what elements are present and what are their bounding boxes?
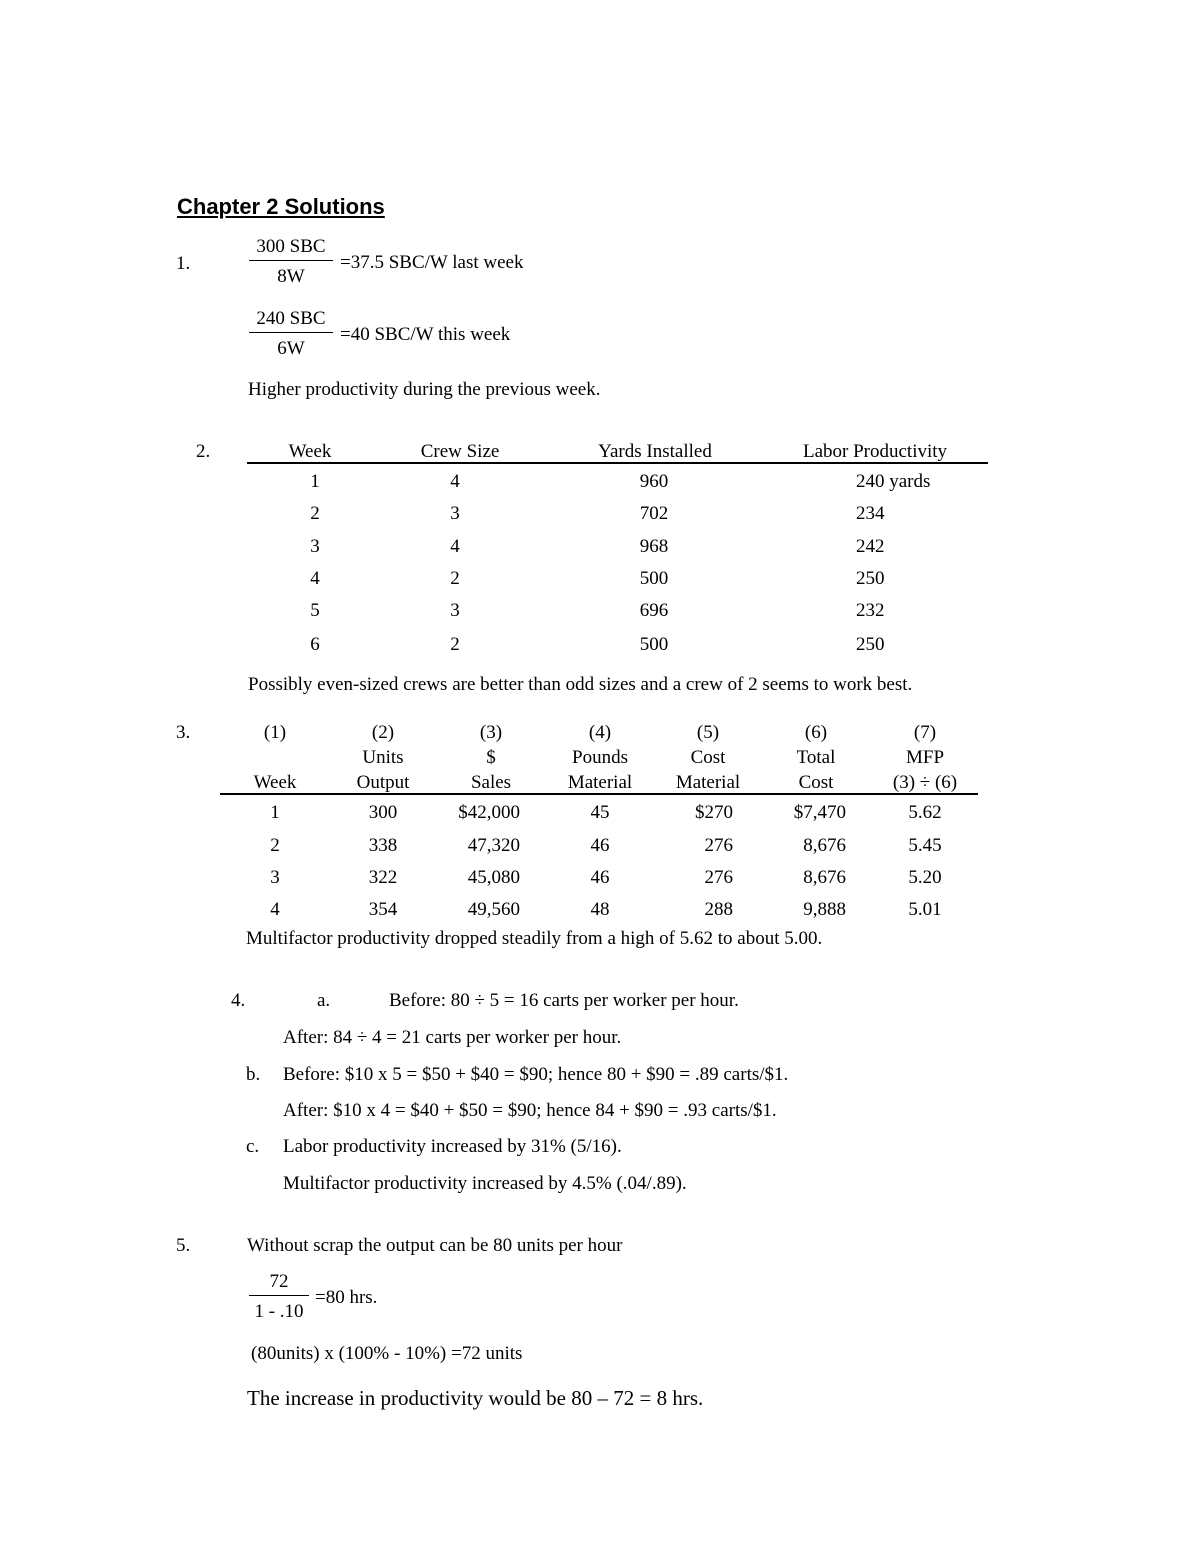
problem-5-number: 5. [176, 1235, 191, 1256]
table-cell: 2 [310, 503, 320, 524]
table-cell: 354 [368, 899, 398, 920]
page-title: Chapter 2 Solutions [177, 194, 385, 219]
table-cell: 4 [310, 568, 320, 589]
table-3-header: (3) [479, 722, 503, 743]
table-cell: 1 [310, 471, 320, 492]
table-3-header: Cost [798, 772, 834, 793]
table-3-header: (1) [263, 722, 287, 743]
table-cell: 5 [310, 600, 320, 621]
fraction-numerator: 72 [269, 1271, 289, 1292]
problem-5-fraction-result: =80 hrs. [315, 1287, 378, 1308]
problem-4b-line-1: Before: $10 x 5 = $50 + $40 = $90; hence 80 + $90 = .89 carts/$1. [283, 1064, 789, 1085]
table-cell: 702 [639, 503, 669, 524]
table-cell: 276 [704, 867, 733, 888]
table-3-header: Material [567, 772, 633, 793]
table-cell: 2 [270, 835, 280, 856]
table-cell: 3 [270, 867, 280, 888]
table-cell: 240 yards [856, 471, 931, 492]
problem-5-line-2: (80units) x (100% - 10%) =72 units [251, 1343, 523, 1364]
problem-4c-label: c. [246, 1136, 260, 1157]
table-3-header: $ [486, 747, 496, 768]
problem-4c-line-2: Multifactor productivity increased by 4.5% (.04/.89). [283, 1173, 687, 1194]
table-cell: 2 [450, 568, 460, 589]
table-3-header: Material [675, 772, 741, 793]
table-cell: 9,888 [803, 899, 846, 920]
table-cell: 232 [856, 600, 885, 621]
table-cell: 6 [310, 634, 320, 655]
table-3-header: Units [362, 747, 404, 768]
table-cell: 242 [856, 536, 885, 557]
table-cell: 696 [639, 600, 669, 621]
table-cell: 4 [450, 536, 460, 557]
problem-1-fraction-1 [249, 237, 333, 286]
table-2-header-yards-installed: Yards Installed [598, 441, 712, 462]
problem-5-fraction [249, 1272, 309, 1321]
table-cell: 500 [639, 634, 669, 655]
problem-4c-line-1: Labor productivity increased by 31% (5/16). [283, 1136, 622, 1157]
table-3-header: (4) [588, 722, 612, 743]
problem-2-number: 2. [196, 441, 211, 462]
table-cell: 968 [639, 536, 669, 557]
table-3-header: Pounds [572, 747, 628, 768]
table-cell: $42,000 [458, 802, 520, 823]
table-2-header-week: Week [288, 441, 332, 462]
problem-4b-line-2: After: $10 x 4 = $40 + $50 = $90; hence 84 + $90 = .93 carts/$1. [283, 1100, 777, 1121]
table-3-header: Output [356, 772, 410, 793]
table-cell: 250 [856, 634, 885, 655]
table-3-header: (5) [696, 722, 720, 743]
fraction-denominator: 8W [277, 266, 305, 287]
fraction-denominator: 1 - .10 [254, 1301, 304, 1322]
table-3-header: Sales [470, 772, 512, 793]
table-3-header-rule [220, 793, 978, 795]
table-3-header: (6) [804, 722, 828, 743]
table-3-header: Total [796, 747, 836, 768]
problem-1-result-1: =37.5 SBC/W last week [340, 252, 524, 273]
table-2-header-labor-productivity: Labor Productivity [802, 441, 948, 462]
problem-5-intro: Without scrap the output can be 80 units per hour [247, 1235, 623, 1256]
table-cell: 46 [590, 867, 610, 888]
table-cell: $270 [695, 802, 733, 823]
table-cell: 5.20 [908, 867, 942, 888]
table-3-header: (2) [371, 722, 395, 743]
table-cell: 8,676 [803, 835, 846, 856]
table-cell: 1 [270, 802, 280, 823]
table-cell: 5.01 [908, 899, 942, 920]
table-cell: 8,676 [803, 867, 846, 888]
table-cell: 3 [450, 600, 460, 621]
problem-1-fraction-2 [249, 309, 333, 358]
problem-5-line-3: The increase in productivity would be 80 – 72 = 8 hrs. [247, 1386, 704, 1410]
problem-2-conclusion: Possibly even-sized crews are better than odd sizes and a crew of 2 seems to work best. [248, 674, 913, 695]
problem-4b-label: b. [246, 1064, 261, 1085]
table-cell: 234 [856, 503, 885, 524]
table-cell: 500 [639, 568, 669, 589]
table-cell: $7,470 [793, 802, 846, 823]
table-cell: 3 [310, 536, 320, 557]
table-3-header: Week [253, 772, 297, 793]
fraction-denominator: 6W [277, 338, 305, 359]
problem-1-number: 1. [176, 253, 191, 274]
table-cell: 5.62 [908, 802, 942, 823]
problem-4a-line-1: Before: 80 ÷ 5 = 16 carts per worker per hour. [389, 990, 739, 1011]
table-2-header-crew-size: Crew Size [420, 441, 500, 462]
problem-4-number: 4. [231, 990, 246, 1011]
table-cell: 45,080 [467, 867, 520, 888]
table-cell: 47,320 [467, 835, 520, 856]
table-cell: 338 [368, 835, 398, 856]
table-cell: 2 [450, 634, 460, 655]
table-2-header-rule [247, 462, 988, 464]
problem-3-number: 3. [176, 722, 191, 743]
problem-4a-label: a. [317, 990, 331, 1011]
table-cell: 4 [270, 899, 280, 920]
table-3-header: Cost [690, 747, 726, 768]
fraction-numerator: 240 SBC [256, 308, 326, 329]
table-cell: 4 [450, 471, 460, 492]
table-cell: 46 [590, 835, 610, 856]
table-3-header: (3) ÷ (6) [892, 772, 958, 793]
table-cell: 5.45 [908, 835, 942, 856]
fraction-numerator: 300 SBC [256, 236, 326, 257]
problem-4a-line-2: After: 84 ÷ 4 = 21 carts per worker per hour. [283, 1027, 622, 1048]
table-cell: 322 [368, 867, 398, 888]
table-cell: 45 [590, 802, 610, 823]
table-cell: 288 [704, 899, 733, 920]
table-cell: 49,560 [467, 899, 520, 920]
table-cell: 250 [856, 568, 885, 589]
problem-3-conclusion: Multifactor productivity dropped steadily from a high of 5.62 to about 5.00. [246, 928, 823, 949]
table-cell: 48 [590, 899, 610, 920]
problem-1-conclusion: Higher productivity during the previous week. [248, 379, 601, 400]
table-cell: 3 [450, 503, 460, 524]
table-3-header: MFP [905, 747, 945, 768]
table-cell: 276 [704, 835, 733, 856]
table-cell: 960 [639, 471, 669, 492]
table-3-header: (7) [913, 722, 937, 743]
table-cell: 300 [368, 802, 398, 823]
problem-1-result-2: =40 SBC/W this week [340, 324, 511, 345]
